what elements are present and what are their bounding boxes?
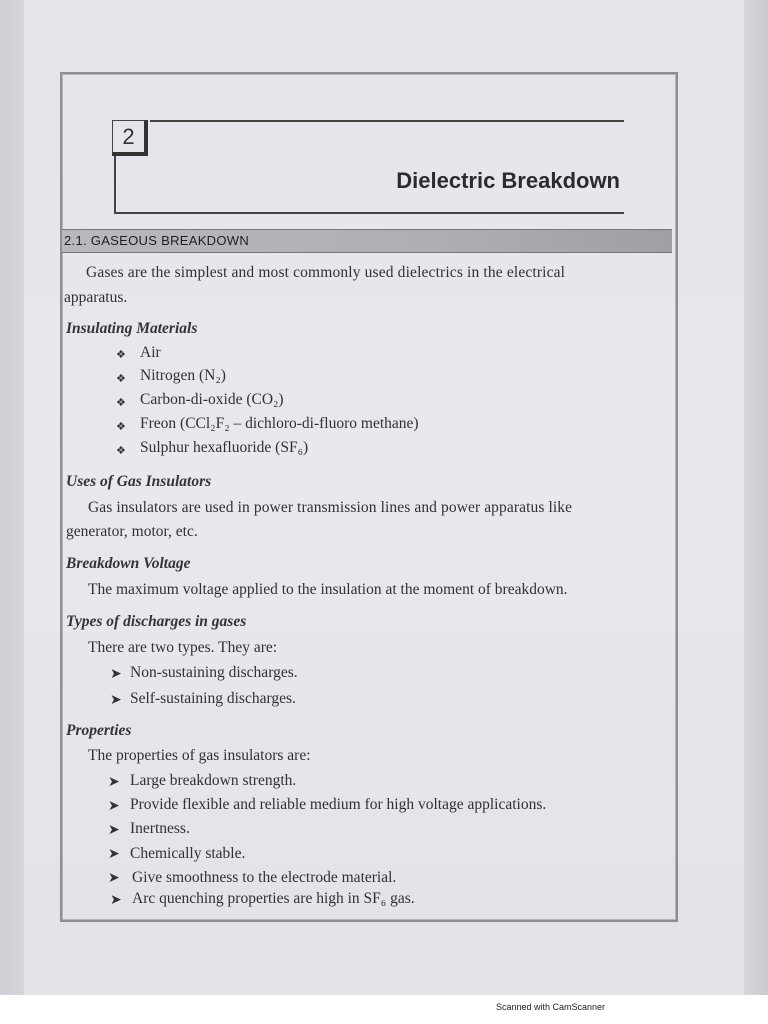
discharges-intro: There are two types. They are:: [88, 639, 278, 656]
diamond-bullet-icon: ❖: [116, 421, 126, 433]
arrow-bullet-icon: ➤: [108, 775, 120, 790]
arrow-bullet-icon: ➤: [108, 847, 120, 862]
property-item-chemically-stable: Chemically stable.: [130, 845, 246, 862]
insulating-item-sf6: Sulphur hexafluoride (SF₆): [140, 439, 309, 456]
chapter-number: 2: [112, 120, 148, 156]
chapter-rule-bottom: [114, 212, 624, 214]
section-title: 2.1. GASEOUS BREAKDOWN: [64, 233, 250, 248]
chapter-title: Dielectric Breakdown: [396, 168, 620, 193]
arrow-bullet-icon: ➤: [108, 823, 120, 838]
insulating-materials-heading: Insulating Materials: [66, 320, 198, 337]
properties-heading: Properties: [66, 722, 132, 739]
property-item-flexible-medium: Provide flexible and reliable medium for high voltage applications.: [130, 796, 547, 813]
diamond-bullet-icon: ❖: [116, 373, 126, 385]
page-frame: [60, 72, 678, 922]
property-item-inertness: Inertness.: [130, 820, 190, 837]
insulating-item-co2: Carbon-di-oxide (CO₂): [140, 391, 284, 408]
diamond-bullet-icon: ❖: [116, 397, 126, 409]
insulating-item-air: Air: [140, 344, 161, 361]
chapter-rule-left: [114, 156, 116, 214]
diamond-bullet-icon: ❖: [116, 445, 126, 457]
uses-line-2: generator, motor, etc.: [66, 523, 198, 540]
chapter-rule-top: [150, 120, 624, 122]
insulating-item-nitrogen: Nitrogen (N₂): [140, 367, 226, 384]
property-item-smoothness: Give smoothness to the electrode material.: [132, 869, 397, 886]
insulating-item-freon: Freon (CCl₂F₂ – dichloro-di-fluoro methane): [140, 415, 419, 432]
discharge-item-non-sustaining: Non-sustaining discharges.: [130, 664, 298, 681]
diamond-bullet-icon: ❖: [116, 349, 126, 361]
discharge-item-self-sustaining: Self-sustaining discharges.: [130, 690, 296, 707]
uses-line-1: Gas insulators are used in power transmission lines and power apparatus like: [88, 499, 573, 516]
property-item-arc-quenching: Arc quenching properties are high in SF₆ gas.: [132, 890, 415, 907]
breakdown-voltage-definition: The maximum voltage applied to the insulation at the moment of breakdown.: [88, 581, 568, 598]
uses-heading: Uses of Gas Insulators: [66, 473, 212, 490]
properties-intro: The properties of gas insulators are:: [88, 747, 311, 764]
breakdown-voltage-heading: Breakdown Voltage: [66, 555, 191, 572]
intro-line-1: Gases are the simplest and most commonly used dielectrics in the electrical: [86, 264, 566, 281]
discharges-heading: Types of discharges in gases: [66, 613, 247, 630]
arrow-bullet-icon: ➤: [110, 693, 122, 708]
arrow-bullet-icon: ➤: [108, 799, 120, 814]
arrow-bullet-icon: ➤: [110, 893, 122, 908]
intro-line-2: apparatus.: [64, 289, 128, 306]
property-item-breakdown-strength: Large breakdown strength.: [130, 772, 297, 789]
arrow-bullet-icon: ➤: [110, 667, 122, 682]
arrow-bullet-icon: ➤: [108, 871, 120, 886]
scanner-watermark: Scanned with CamScanner: [496, 1002, 606, 1012]
